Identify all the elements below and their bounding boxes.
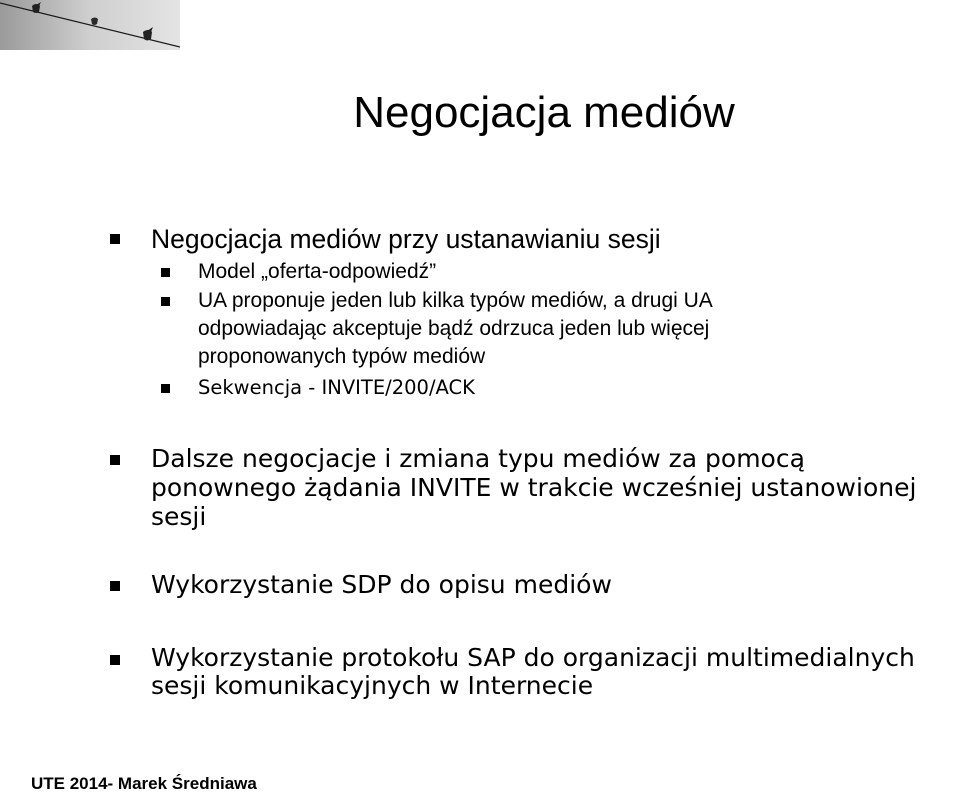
birds-on-wire-photo [0,0,180,50]
bullet-3-text: Wykorzystanie SDP do opisu mediów [151,570,612,599]
bullet-square [110,234,120,244]
sub-bullet-square [161,384,170,393]
bullet-4-line-2: sesji komunikacyjnych w Internecie [151,671,594,700]
sub-bullet-3-text: Sekwencja - INVITE/200/ACK [198,376,475,399]
bullet-square [110,581,120,591]
sub-bullet-square [161,297,170,306]
slide-title: Negocjacja mediów [353,88,735,137]
sub-bullet-2-line-1: UA proponuje jeden lub kilka typów mediów, a drugi UA [198,289,713,312]
sub-bullet-2-line-3: proponowanych typów mediów [198,345,486,368]
sub-bullet-2-line-2: odpowiadając akceptuje bądź odrzuca jeden lub więcej [198,317,710,340]
bullet-4-line-1: Wykorzystanie protokołu SAP do organizacji multimedialnych [151,643,915,672]
birds-on-wire-icon [0,0,180,50]
bullet-square [110,655,120,665]
bullet-square [110,455,120,465]
bullet-1-text: Negocjacja mediów przy ustanawianiu sesji [151,224,661,254]
bullet-2-line-3: sesji [151,502,207,531]
bullet-2-line-1: Dalsze negocjacje i zmiana typu mediów za pomocą [151,444,805,473]
slide-footer: UTE 2014- Marek Średniawa [31,774,257,793]
bullet-2-line-2: ponownego żądania INVITE w trakcie wcześniej ustanowionej [151,473,917,502]
sub-bullet-1-text: Model „oferta-odpowiedź” [198,260,437,283]
sub-bullet-square [161,268,170,277]
